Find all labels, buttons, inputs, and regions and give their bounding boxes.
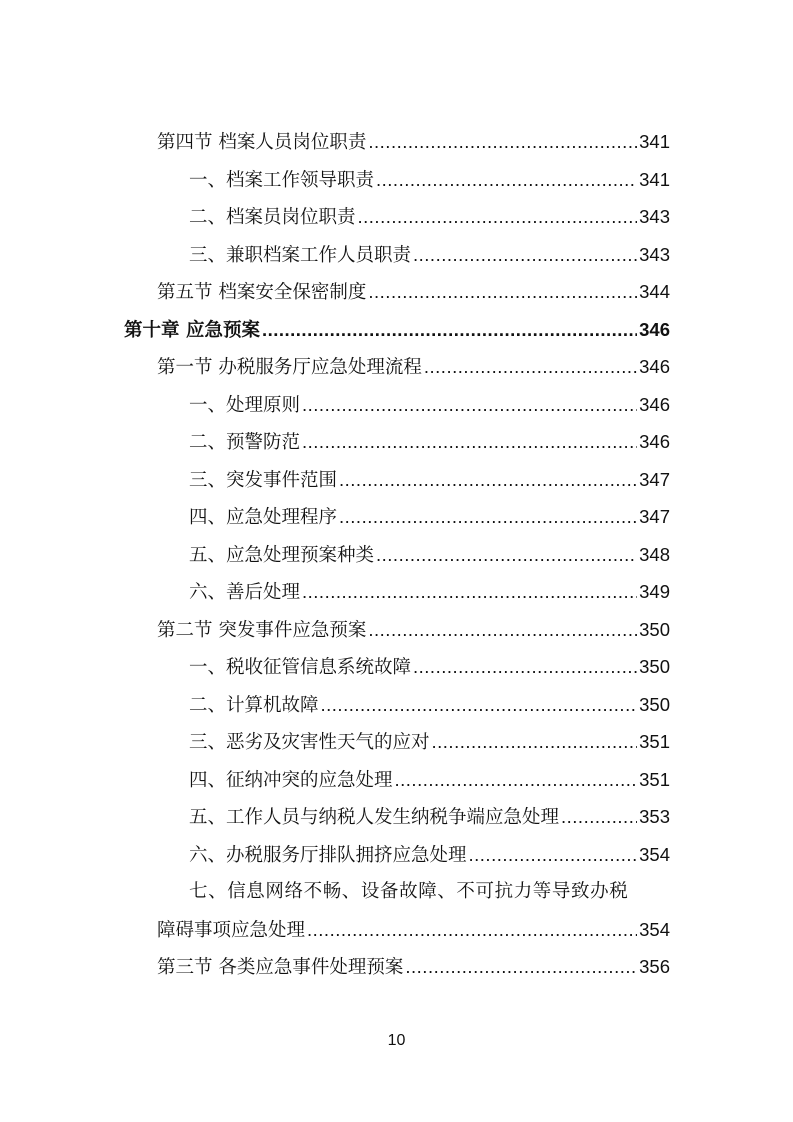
toc-entry-page: 347 xyxy=(639,468,670,490)
toc-entry-title: 三、突发事件范围 xyxy=(189,469,338,491)
toc-entry-page: 354 xyxy=(639,843,670,865)
dot-leader xyxy=(413,648,637,686)
toc-entry[interactable] xyxy=(124,348,670,386)
toc-entry-page: 341 xyxy=(639,131,670,152)
dot-leader xyxy=(469,836,638,874)
toc-entry-title: 五、应急处理预案种类 xyxy=(189,544,375,566)
dot-leader xyxy=(413,236,637,274)
dot-leader xyxy=(339,461,637,499)
toc-entry-title: 二、计算机故障 xyxy=(189,694,319,716)
toc-entry-page: 351 xyxy=(639,768,670,790)
toc-entry-page: 346 xyxy=(639,431,670,452)
toc-entry[interactable] xyxy=(124,123,670,161)
dot-leader xyxy=(339,498,637,536)
toc-entry-title: 第四节 档案人员岗位职责 xyxy=(157,132,367,153)
toc-entry[interactable] xyxy=(124,836,670,874)
toc-entry-page: 349 xyxy=(639,581,670,602)
dot-leader xyxy=(358,198,638,236)
dot-leader xyxy=(368,273,637,311)
toc-entry[interactable] xyxy=(124,761,670,799)
toc-entry-title: 三、恶劣及灾害性天气的应对 xyxy=(189,732,430,753)
toc-entry[interactable] xyxy=(124,798,670,836)
toc-entry-page: 350 xyxy=(639,656,670,677)
toc-entry[interactable] xyxy=(124,723,670,761)
toc-chapter-entry[interactable] xyxy=(124,311,670,349)
dot-leader xyxy=(432,723,638,761)
dot-leader xyxy=(307,911,637,949)
toc-entry[interactable] xyxy=(124,498,670,536)
toc-entry-title: 第五节 档案安全保密制度 xyxy=(157,282,367,303)
toc-entry-title: 一、税收征管信息系统故障 xyxy=(189,657,412,678)
dot-leader xyxy=(376,536,637,574)
toc-entry[interactable] xyxy=(124,198,670,236)
toc-entry-page: 348 xyxy=(639,543,670,565)
toc-entry-page: 341 xyxy=(639,168,670,190)
toc-entry-title: 第十章 应急预案 xyxy=(124,319,260,341)
page-number: 10 xyxy=(387,1032,406,1049)
dot-leader xyxy=(405,948,637,986)
toc-entry[interactable] xyxy=(124,461,670,499)
dot-leader xyxy=(302,386,637,424)
toc-entry-title: 一、处理原则 xyxy=(189,394,301,416)
toc-entry-page: 343 xyxy=(639,206,670,227)
toc-entry-title: 四、征纳冲突的应急处理 xyxy=(189,769,393,791)
dot-leader xyxy=(321,686,638,724)
toc-entry-page: 350 xyxy=(639,618,670,640)
toc-entry[interactable] xyxy=(124,948,670,986)
toc-entry-title: 六、善后处理 xyxy=(189,582,301,603)
toc-entry[interactable] xyxy=(124,386,670,424)
toc-entry-title: 五、工作人员与纳税人发生纳税争端应急处理 xyxy=(189,807,560,828)
toc-entry[interactable] xyxy=(124,536,670,574)
toc-entry[interactable] xyxy=(124,236,670,274)
dot-leader xyxy=(376,161,637,199)
toc-entry-title: 第一节 办税服务厅应急处理流程 xyxy=(157,357,422,378)
toc-entry-page: 343 xyxy=(639,243,670,265)
toc-entry[interactable] xyxy=(124,423,670,461)
toc-entry-page: 353 xyxy=(639,806,670,827)
toc-entry[interactable] xyxy=(124,611,670,649)
toc-entry-page: 346 xyxy=(639,393,670,415)
toc-entry[interactable] xyxy=(124,648,670,686)
toc-entry[interactable] xyxy=(124,911,670,949)
toc-entry[interactable] xyxy=(124,273,670,311)
dot-leader xyxy=(302,573,637,611)
dot-leader xyxy=(424,348,637,386)
toc-entry-page: 347 xyxy=(639,506,670,527)
toc-entry[interactable] xyxy=(124,686,670,724)
toc-entry-title: 三、兼职档案工作人员职责 xyxy=(189,244,412,266)
toc-entry-page: 354 xyxy=(639,918,670,940)
toc-entry-title: 二、档案员岗位职责 xyxy=(189,207,356,228)
toc-entry-title-line1[interactable]: 七、信息网络不畅、设备故障、不可抗力等导致办税 xyxy=(189,881,629,902)
toc-entry-page: 346 xyxy=(639,318,670,340)
table-of-contents xyxy=(124,123,670,986)
toc-entry-title: 第三节 各类应急事件处理预案 xyxy=(157,957,404,978)
toc-entry-page: 351 xyxy=(639,731,670,752)
toc-entry-title: 第二节 突发事件应急预案 xyxy=(157,619,367,641)
toc-entry-title: 二、预警防范 xyxy=(189,432,301,453)
dot-leader xyxy=(262,311,637,349)
dot-leader xyxy=(395,761,638,799)
toc-entry-title: 一、档案工作领导职责 xyxy=(189,169,375,191)
toc-entry[interactable] xyxy=(124,573,670,611)
toc-entry-page: 350 xyxy=(639,693,670,715)
dot-leader xyxy=(368,123,637,161)
dot-leader xyxy=(561,798,637,836)
toc-entry-page: 344 xyxy=(639,281,670,302)
toc-entry-title-line2: 障碍事项应急处理 xyxy=(157,919,306,941)
toc-entry-title: 四、应急处理程序 xyxy=(189,507,338,528)
toc-entry-page: 356 xyxy=(639,956,670,977)
toc-entry[interactable] xyxy=(124,161,670,199)
toc-entry-page: 346 xyxy=(639,356,670,377)
toc-entry-title: 六、办税服务厅排队拥挤应急处理 xyxy=(189,844,467,866)
dot-leader xyxy=(302,423,637,461)
dot-leader xyxy=(368,611,637,649)
